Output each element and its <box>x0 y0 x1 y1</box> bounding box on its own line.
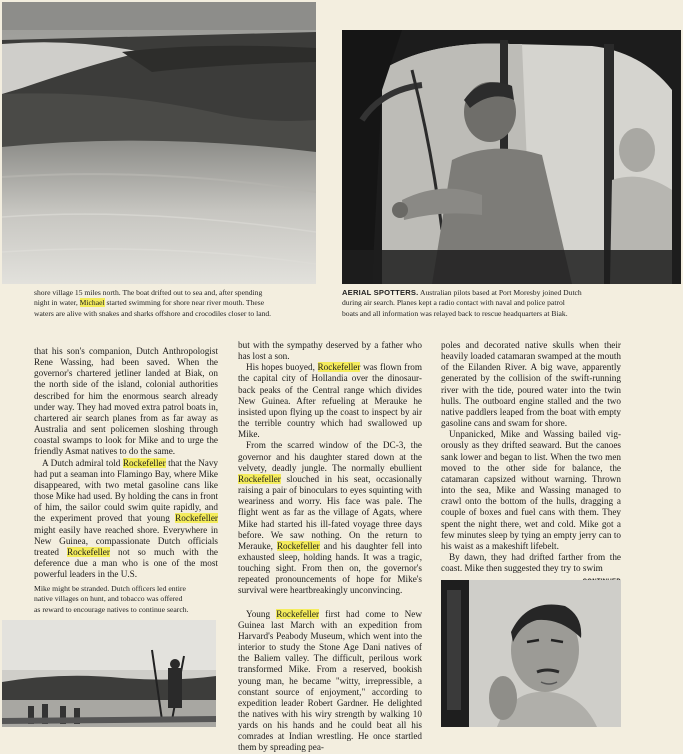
river-caption <box>34 288 316 319</box>
text: first had come to New Guinea last March with an expedition from Harvard's Peabody Museum, which went into the interior to study the Stone Age Dani natives of the Baliem valley. The difficult, perilous work transformed Mike. From a reserved, bookish young man, he became "witty, irrepressible, a constant source of enjoyment," according to expedition leader Robert Gardner. He delighted the natives with his wiry strength by walking 10 yards on his hands and he could beat all his comrades at Indian wrestling. He once startled them by spreading pea- <box>238 608 422 753</box>
paragraph: that his son's companion, Dutch Anthropologist Rene Wassing, had been saved. When the governor's chartered jetliner landed at Biak, on the north side of the island, colonial authorities described for him the enormous search already under way. They had moved extra patrol boats in, chartered air search planes from as far away as Australia and sent policemen sloshing through coastal swamps to look for Mike and to urge the friendly Asmat natives to do the same. <box>34 346 218 457</box>
paragraph <box>238 609 422 754</box>
natives-caption-line: native villages on hunt, and tobacco was offered <box>34 594 183 604</box>
aerial-caption-line: during air search. Planes kept a radio contact with naval and police patrol <box>342 298 565 308</box>
paragraph: but with the sympathy deserved by a father who has lost a son. <box>238 340 422 362</box>
natives-photo <box>2 620 216 727</box>
article-column-2 <box>238 340 422 754</box>
paragraph <box>34 458 218 581</box>
natives-caption-line: Mike might be stranded. Dutch officers led entire <box>34 584 186 593</box>
highlight-rockefeller: Rockefeller <box>317 362 361 373</box>
highlight-rockefeller: Rockefeller <box>122 457 166 468</box>
paragraph <box>238 440 422 596</box>
aerial-caption-line: boats and all information was relayed back to rescue headquarters at Biak. <box>342 308 568 318</box>
cockpit-photo <box>342 30 681 284</box>
highlight-rockefeller: Rockefeller <box>276 608 320 619</box>
aerial-caption-lead: AERIAL SPOTTERS. <box>342 288 419 297</box>
text: A Dutch admiral told <box>42 457 123 468</box>
caption-text: Australian pilots based at Port Moresby joined Dutch <box>418 288 582 297</box>
paragraph: Unpanicked, Mike and Wassing bailed vigorously as they drifted seaward. But the canoes sank lower and began to list. When the two men moved to the other side for balance, the catamaran capsized without warning. Thrown into the sea, Mike and Wassing managed to crawl onto the bottom of the hulls, dragging a couple of boxes and fuel cans with them. They spent the night there, wet and cold. Mike got a few minutes sleep by tying an empty jerry can to his waist as a makeshift lifebelt. <box>441 429 621 551</box>
natives-caption-line: as reward to encourage natives to continue search. <box>34 604 189 614</box>
natives-caption <box>34 584 218 615</box>
aerial-caption-line <box>342 288 680 298</box>
paragraph: By dawn, they had drifted farther from the coast. Mike then suggested they try to swim <box>441 551 621 574</box>
paragraph: poles and decorated native skulls when their heavily loaded catamaran swamped at the mouth of the Eilanden River. A big wave, apparently generated by the collision of the swift-running river with the tide, poured water into the twin hulls. The outboard engine stalled and the two native paddlers leaped from the boat with empty gasoline cans and swam for shore. <box>441 340 621 429</box>
text: was flown from the capital city of Hollandia over the dinosaur-back peaks of the Central range which divides New Guinea. After refueling at Merauke he insisted upon flying up the coast to inspect by air the terrible country which had swallowed up Mike. <box>238 362 422 440</box>
natives-canoes-image <box>2 620 216 727</box>
river-caption-line: waters are alive with snakes and sharks offshore and crocodiles closer to land. <box>34 308 272 318</box>
man-portrait-image <box>441 580 621 727</box>
text: might easily have reached shore. Everywhere in New Guinea, compassionate Dutch officials treated <box>34 524 218 557</box>
text: From the scarred window of the DC-3, the governor and his daughter stared down at the velvety, deadly jungle. The normally ebullient <box>238 440 422 473</box>
pilots-image <box>342 30 681 284</box>
text: that the Navy had put a seaman into Flamingo Bay, where Mike disappeared, with two metal gasoline cans like those Mike had used. By holding the cans in front of him, the sailor could swim quite rapidly, and the experiment proved that young <box>34 457 219 524</box>
text: Young <box>246 608 277 619</box>
text: His hopes buoyed, <box>246 362 318 373</box>
river-caption-line <box>34 298 316 308</box>
text: not so much with the deference due a man who is one of the most powerful leaders in the U.S. <box>34 546 218 580</box>
highlight-rockefeller: Rockefeller <box>238 473 281 484</box>
highlight-rockefeller: Rockefeller <box>175 513 218 524</box>
highlight-rockefeller: Rockefeller <box>67 546 110 557</box>
text: and his daughter fell into exhausted sleep, holding hands. It was a tragic, touching sight. From then on, the governor's repeated pronouncements of hope for Mike's survival were heartbreakingly unconvincing. <box>238 540 422 596</box>
aerial-caption <box>342 288 680 319</box>
portrait-photo <box>441 580 621 727</box>
aerial-river-photo <box>2 2 316 284</box>
article-column-3 <box>441 340 621 588</box>
text: slouched in his seat, occasionally raising a pair of binoculars to eyes squinting with weariness and worry. His face was pale. The flight went as far as the village of Agats, where Mike had started his ill-fated voyage three days before. We saw nothing. On the return to Merauke, <box>238 473 422 551</box>
paragraph <box>238 362 422 440</box>
highlight-rockefeller: Rockefeller <box>276 540 320 551</box>
river-caption-line: shore village 15 miles north. The boat drifted out to sea and, after spending <box>34 288 263 297</box>
caption-text: started swimming for shore near river mouth. These <box>104 298 265 308</box>
article-column-1 <box>34 346 218 580</box>
caption-text: night in water, <box>34 298 80 308</box>
river-landscape-image <box>2 2 316 284</box>
highlight-michael: Michael <box>79 298 105 308</box>
